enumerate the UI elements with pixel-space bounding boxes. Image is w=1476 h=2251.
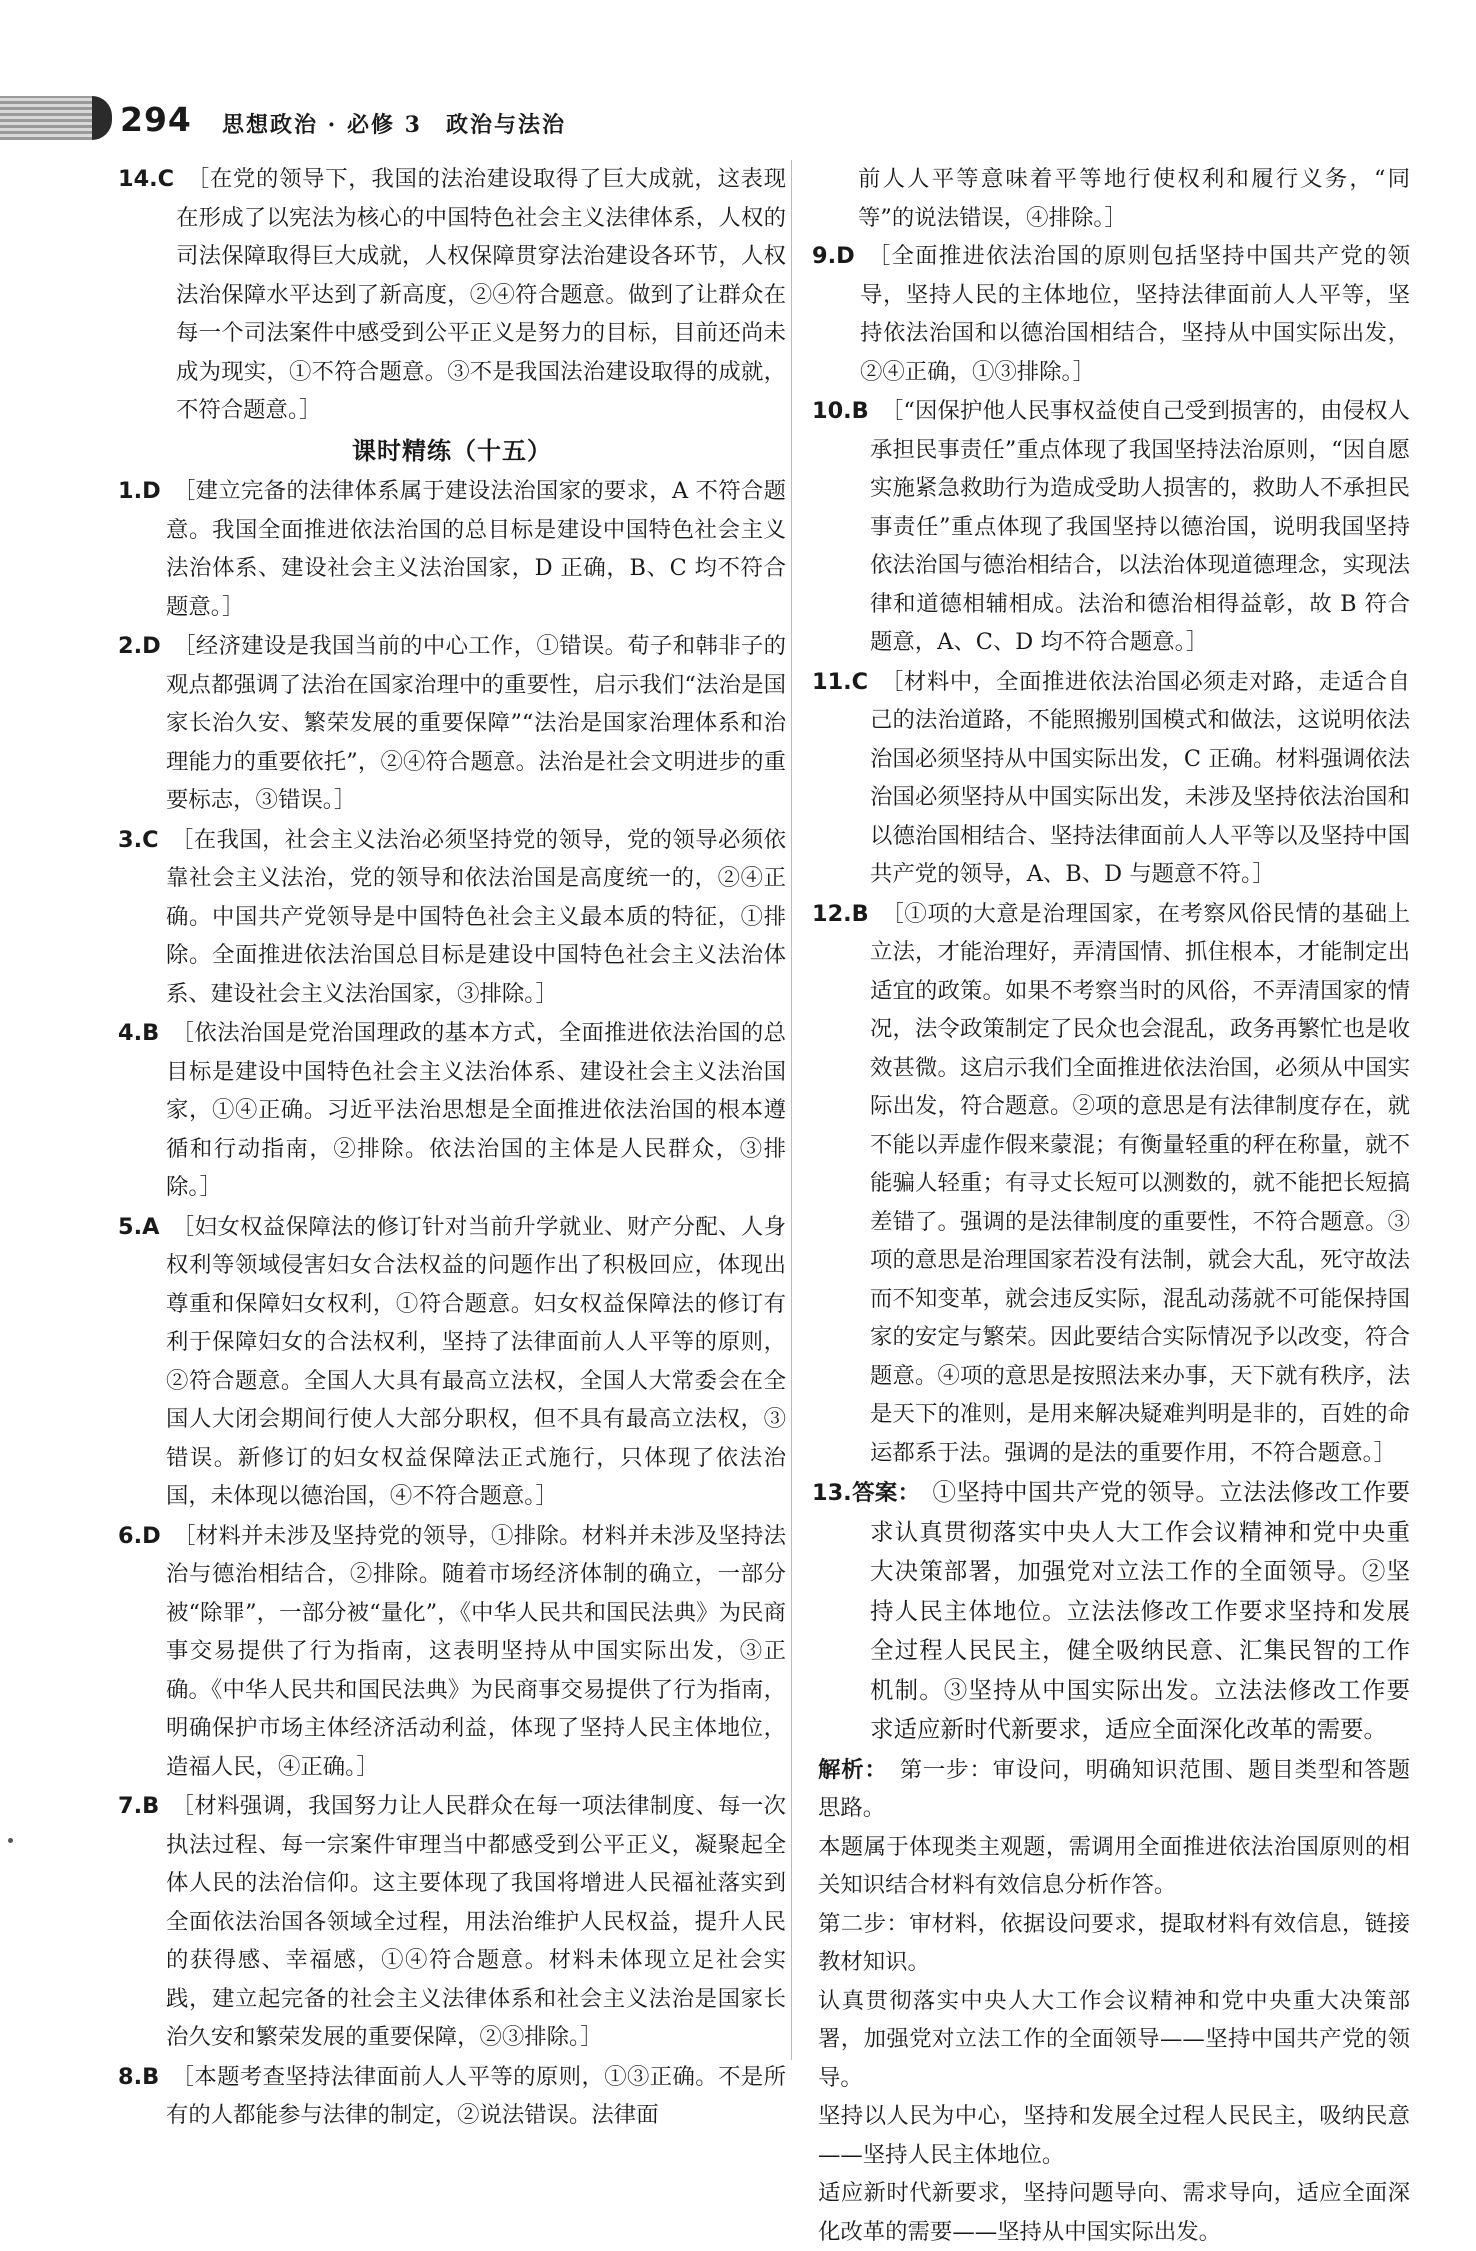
- analysis-line-1: 解析： 第一步：审设问，明确知识范围、题目类型和答题思路。: [818, 1756, 1411, 1821]
- answer-item-4: 4.B ［依法治国是党治国理政的基本方式，全面推进依法治国的总目标是建设中国特色社会主义法治体系、建设社会主义法治国家，①④正确。习近平法治思想是全面推进依法治国的根本遵循和行动指南，②排除。依法治国的主体是人民群众，③排除。］: [118, 1020, 786, 1200]
- analysis-line-2: 本题属于体现类主观题，需调用全面推进依法治国原则的相关知识结合材料有效信息分析作答。: [818, 1833, 1410, 1898]
- answer-choice: B: [142, 2063, 160, 2090]
- answer-choice: B: [851, 900, 869, 927]
- answer-item-5: 5.A ［妇女权益保障法的修订针对当前升学就业、财产分配、人身权利等领域侵害妇女合法权益的问题作出了积极回应，体现出尊重和保障妇女权利，①符合题意。妇女权益保障法的修订有利于保障妇女的合法权利，坚持了法律面前人人平等的原则，②符合题意。全国人大具有最高立法权，全国人大常委会在全国人大闭会期间行使人大部分职权，但不具有最高立法权，③错误。新修订的妇女权益保障法正式施行，只体现了依法治国，未体现以德治国，④不符合题意。］: [118, 1213, 786, 1509]
- analysis-label: 解析：: [818, 1756, 888, 1783]
- left-column: [118, 160, 786, 2136]
- answer-item-13: 13.答案： ①坚持中国共产党的领导。立法法修改工作要求认真贯彻落实中央人大工作会议精神和党中央重大决策部署，加强党对立法工作的全面领导。②坚持人民主体地位。立法法修改工作要求坚持和发展全过程人民民主，健全吸纳民意、汇集民智的工作机制。③坚持从中国实际出发。立法法修改工作要求适应新时代新要求，适应全面深化改革的需要。: [812, 1478, 1411, 1743]
- answer-item-12: 12.B ［①项的大意是治理国家，在考察风俗民情的基础上立法，才能治理好，弄清国情、抓住根本，才能制定出适宜的政策。如果不考察当时的风俗，不弄清国家的情况，法令政策制定了民众也会混乱，政务再繁忙也是收效甚微。这启示我们全面推进依法治国，必须从中国实际出发，符合题意。②项的意思是有法律制度存在，就不能以弄虚作假来蒙混；有衡量轻重的秤在称量，就不能骗人轻重；有寻丈长短可以测数的，就不能把长短搞差错了。强调的是法律制度的重要性，不符合题意。③项的意思是治理国家若没有法制，就会大乱，死守故法而不知变革，就会违反实际，混乱动荡就不可能保持国家的安定与繁荣。因此要结合实际情况予以改变，符合题意。④项的意思是按照法来办事，天下就有秩序，法是天下的准则，是用来解决疑难判明是非的，百姓的命运都系于法。强调的是法的重要作用，不符合题意。］: [812, 900, 1410, 1466]
- answer-explanation: ［在党的领导下，我国的法治建设取得了巨大成就，这表现在形成了以宪法为核心的中国特色社会主义法律体系，人权的司法保障取得巨大成就，人权保障贯穿法治建设各环节，人权法治保障水平达到了新高度，②④符合题意。做到了让群众在每一个司法案件中感受到公平正义是努力的目标，目前还尚未成为现实，①不符合题意。③不是我国法治建设取得的成就，不符合题意。］: [176, 166, 786, 423]
- answer-item-2: 2.D ［经济建设是我国当前的中心工作，①错误。荀子和韩非子的观点都强调了法治在国家治理中的重要性，启示我们“法治是国家长治久安、繁荣发展的重要保障”“法治是国家治理体系和治理能力的重要依托”，②④符合题意。法治是社会文明进步的重要标志，③错误。］: [118, 633, 786, 813]
- analysis-line-3: 第二步：审材料，依据设问要求，提取材料有效信息，链接教材知识。: [818, 1910, 1410, 1975]
- answer-text: ①坚持中国共产党的领导。立法法修改工作要求认真贯彻落实中央人大工作会议精神和党中央重大决策部署，加强党对立法工作的全面领导。②坚持人民主体地位。立法法修改工作要求坚持和发展全过程人民民主，健全吸纳民意、汇集民智的工作机制。③坚持从中国实际出发。立法法修改工作要求适应新时代新要求，适应全面深化改革的需要。: [870, 1478, 1411, 1743]
- answer-item-14: 14.C ［在党的领导下，我国的法治建设取得了巨大成就，这表现在形成了以宪法为核心的中国特色社会主义法律体系，人权的司法保障取得巨大成就，人权保障贯穿法治建设各环节，人权法治保障水平达到了新高度，②④符合题意。做到了让群众在每一个司法案件中感受到公平正义是努力的目标，目前还尚未成为现实，①不符合题意。③不是我国法治建设取得的成就，不符合题意。］: [118, 166, 786, 423]
- answer-explanation: ［材料中，全面推进依法治国必须走对路，走适合自己的法治道路，不能照搬别国模式和做法，这说明依法治国必须坚持从中国实际出发，C 正确。材料强调依法治国必须坚持从中国实际出发，未涉及坚持依法治国和以德治国相结合、坚持法律面前人人平等以及坚持中国共产党的领导，A、B、D 与题意不符。］: [870, 668, 1410, 887]
- answer-explanation: ［材料并未涉及坚持党的领导，①排除。材料并未涉及坚持法治与德治相结合，②排除。随着市场经济体制的确立，一部分被“除罪”，一部分被“量化”，《中华人民共和国民法典》为民商事交易提供了行为指南，这表明坚持从中国实际出发，③正确。《中华人民共和国民法典》为民商事交易提供了行为指南，明确保护市场主体经济活动利益，体现了坚持人民主体地位，造福人民，④正确。］: [166, 1522, 786, 1780]
- answer-item-8: 8.B ［本题考查坚持法律面前人人平等的原则，①③正确。不是所有的人都能参与法律的制定，②说法错误。法律面: [118, 2063, 786, 2128]
- answer-item-11: 11.C ［材料中，全面推进依法治国必须走对路，走适合自己的法治道路，不能照搬别国模式和做法，这说明依法治国必须坚持从中国实际出发，C 正确。材料强调依法治国必须坚持从中国实际出发，未涉及坚持依法治国和以德治国相结合、坚持法律面前人人平等以及坚持中国共产党的领导，A、B、D 与题意不符。］: [812, 668, 1410, 887]
- answer-item-3: 3.C ［在我国，社会主义法治必须坚持党的领导，党的领导必须依靠社会主义法治，党的领导和依法治国是高度统一的，②④正确。中国共产党领导是中国特色社会主义最本质的特征，①排除。全面推进依法治国总目标是建设中国特色社会主义法治体系、建设社会主义法治国家，③排除。］: [118, 826, 786, 1007]
- right-column: [812, 160, 1410, 2251]
- answer-item-8-continued: 前人人平等意味着平等地行使权利和履行义务，“同等”的说法错误，④排除。］: [858, 166, 1410, 231]
- answer-choice: C: [142, 826, 159, 853]
- running-header-title: 思想政治 · 必修 3 政治与法治: [222, 112, 566, 138]
- answer-item-9: 9.D ［全面推进依法治国的原则包括坚持中国共产党的领导，坚持人民的主体地位，坚持法律面前人人平等，坚持依法治国和以德治国相结合，坚持从中国实际出发，②④正确，①③排除。］: [812, 243, 1410, 385]
- answer-explanation: ［建立完备的法律体系属于建设法治国家的要求，A 不符合题意。我国全面推进依法治国的总目标是建设中国特色社会主义法治体系、建设社会主义法治国家，D 正确，B、C 均不符合题意。］: [166, 478, 786, 620]
- answer-label: 答案：: [851, 1480, 921, 1506]
- answer-choice: D: [142, 478, 161, 504]
- answer-item-10: 10.B ［“因保护他人民事权益使自己受到损害的，由侵权人承担民事责任”重点体现了我国坚持法治原则，“因自愿实施紧急救助行为造成受助人损害的，救助人不承担民事责任”重点体现了我国坚持以德治国，说明我国坚持依法治国与德治相结合，以法治体现道德理念，实现法律和道德相辅相成。法治和德治相得益彰，故 B 符合题意，A、C、D 均不符合题意。］: [812, 398, 1410, 655]
- answer-explanation: ［“因保护他人民事权益使自己受到损害的，由侵权人承担民事责任”重点体现了我国坚持法治原则，“因自愿实施紧急救助行为造成受助人损害的，救助人不承担民事责任”重点体现了我国坚持以德治国，说明我国坚持依法治国与德治相结合，以法治体现道德理念，实现法律和道德相辅相成。法治和德治相得益彰，故 B 符合题意，A、C、D 均不符合题意。］: [870, 398, 1410, 655]
- answer-explanation: ［本题考查坚持法律面前人人平等的原则，①③正确。不是所有的人都能参与法律的制定，②说法错误。法律面: [166, 2063, 786, 2128]
- answer-choice: D: [142, 633, 161, 659]
- answer-choice: D: [142, 1522, 161, 1549]
- answer-explanation: ［依法治国是党治国理政的基本方式，全面推进依法治国的总目标是建设中国特色社会主义法治体系、建设社会主义法治国家，①④正确。习近平法治思想是全面推进依法治国的根本遵循和行动指南，②排除。依法治国的主体是人民群众，③排除。］: [166, 1020, 786, 1200]
- margin-dot: [8, 1838, 13, 1843]
- answer-explanation: ［全面推进依法治国的原则包括坚持中国共产党的领导，坚持人民的主体地位，坚持法律面前人人平等，坚持依法治国和以德治国相结合，坚持从中国实际出发，②④正确，①③排除。］: [860, 243, 1410, 385]
- page-number: 294: [120, 100, 192, 139]
- analysis-line-6: 适应新时代新要求，坚持问题导向、需求导向，适应全面深化改革的需要——坚持从中国实际出发。: [818, 2180, 1410, 2245]
- column-divider: [791, 160, 792, 2060]
- answer-explanation: ［在我国，社会主义法治必须坚持党的领导，党的领导必须依靠社会主义法治，党的领导和依法治国是高度统一的，②④正确。中国共产党领导是中国特色社会主义最本质的特征，①排除。全面推进依法治国总目标是建设中国特色社会主义法治体系、建设社会主义法治国家，③排除。］: [166, 826, 786, 1007]
- section-title: 课时精练（十五）: [352, 436, 552, 465]
- analysis-line-4: 认真贯彻落实中央人大工作会议精神和党中央重大决策部署，加强党对立法工作的全面领导——坚持中国共产党的领导。: [818, 1987, 1410, 2091]
- answer-choice: B: [142, 1793, 160, 1819]
- answer-choice: B: [851, 398, 869, 424]
- answer-explanation: ［妇女权益保障法的修订针对当前升学就业、财产分配、人身权利等领域侵害妇女合法权益的问题作出了积极回应，体现出尊重和保障妇女权利，①符合题意。妇女权益保障法的修订有利于保障妇女的合法权利，坚持了法律面前人人平等的原则，②符合题意。全国人大具有最高立法权，全国人大常委会在全国人大闭会期间行使人大部分职权，但不具有最高立法权，③错误。新修订的妇女权益保障法正式施行，只体现了依法治国，未体现以德治国，④不符合题意。］: [166, 1213, 786, 1509]
- answer-explanation: ［①项的大意是治理国家，在考察风俗民情的基础上立法，才能治理好，弄清国情、抓住根本，才能制定出适宜的政策。如果不考察当时的风俗，不弄清国家的情况，法令政策制定了民众也会混乱，政务再繁忙也是收效甚微。这启示我们全面推进依法治国，必须从中国实际出发，符合题意。②项的意思是有法律制度存在，就不能以弄虚作假来蒙混；有衡量轻重的秤在称量，就不能骗人轻重；有寻丈长短可以测数的，就不能把长短搞差错了。强调的是法律制度的重要性，不符合题意。③项的意思是治理国家若没有法制，就会大乱，死守故法而不知变革，就会违反实际，混乱动荡就不可能保持国家的安定与繁荣。因此要结合实际情况予以改变，符合题意。④项的意思是按照法来办事，天下就有秩序，法是天下的准则，是用来解决疑难判明是非的，百姓的命运都系于法。强调的是法的重要作用，不符合题意。］: [870, 900, 1410, 1466]
- answer-explanation: ［经济建设是我国当前的中心工作，①错误。荀子和韩非子的观点都强调了法治在国家治理中的重要性，启示我们“法治是国家长治久安、繁荣发展的重要保障”“法治是国家治理体系和治理能力的重要依托”，②④符合题意。法治是社会文明进步的重要标志，③错误。］: [166, 633, 786, 813]
- answer-item-7: 7.B ［材料强调，我国努力让人民群众在每一项法律制度、每一次执法过程、每一宗案件审理当中都感受到公平正义，凝聚起全体人民的法治信仰。这主要体现了我国将增进人民福祉落实到全面依法治国各领域全过程，用法治维护人民权益，提升人民的获得感、幸福感，①④符合题意。材料未体现立足社会实践，建立起完备的社会主义法律体系和社会主义法治是国家长治久安和繁荣发展的重要保障，②③排除。］: [118, 1793, 786, 2050]
- analysis-line-5: 坚持以人民为中心，坚持和发展全过程人民民主，吸纳民意——坚持人民主体地位。: [818, 2103, 1410, 2168]
- answer-item-1: 1.D ［建立完备的法律体系属于建设法治国家的要求，A 不符合题意。我国全面推进依法治国的总目标是建设中国特色社会主义法治体系、建设社会主义法治国家，D 正确，B、C 均不符合题意。］: [118, 478, 786, 620]
- header-decoration-bar: [0, 96, 112, 140]
- answer-item-6: 6.D ［材料并未涉及坚持党的领导，①排除。材料并未涉及坚持法治与德治相结合，②排除。随着市场经济体制的确立，一部分被“除罪”，一部分被“量化”，《中华人民共和国民法典》为民商事交易提供了行为指南，这表明坚持从中国实际出发，③正确。《中华人民共和国民法典》为民商事交易提供了行为指南，明确保护市场主体经济活动利益，体现了坚持人民主体地位，造福人民，④正确。］: [118, 1522, 786, 1780]
- answer-choice: D: [836, 243, 855, 269]
- answer-choice: C: [851, 668, 869, 695]
- answer-choice: B: [142, 1020, 160, 1046]
- answer-explanation: ［材料强调，我国努力让人民群众在每一项法律制度、每一次执法过程、每一宗案件审理当中都感受到公平正义，凝聚起全体人民的法治信仰。这主要体现了我国将增进人民福祉落实到全面依法治国各领域全过程，用法治维护人民权益，提升人民的获得感、幸福感，①④符合题意。材料未体现立足社会实践，建立起完备的社会主义法律体系和社会主义法治是国家长治久安和繁荣发展的重要保障，②③排除。］: [166, 1793, 786, 2050]
- answer-choice: A: [142, 1213, 160, 1240]
- answer-choice: C: [157, 166, 175, 192]
